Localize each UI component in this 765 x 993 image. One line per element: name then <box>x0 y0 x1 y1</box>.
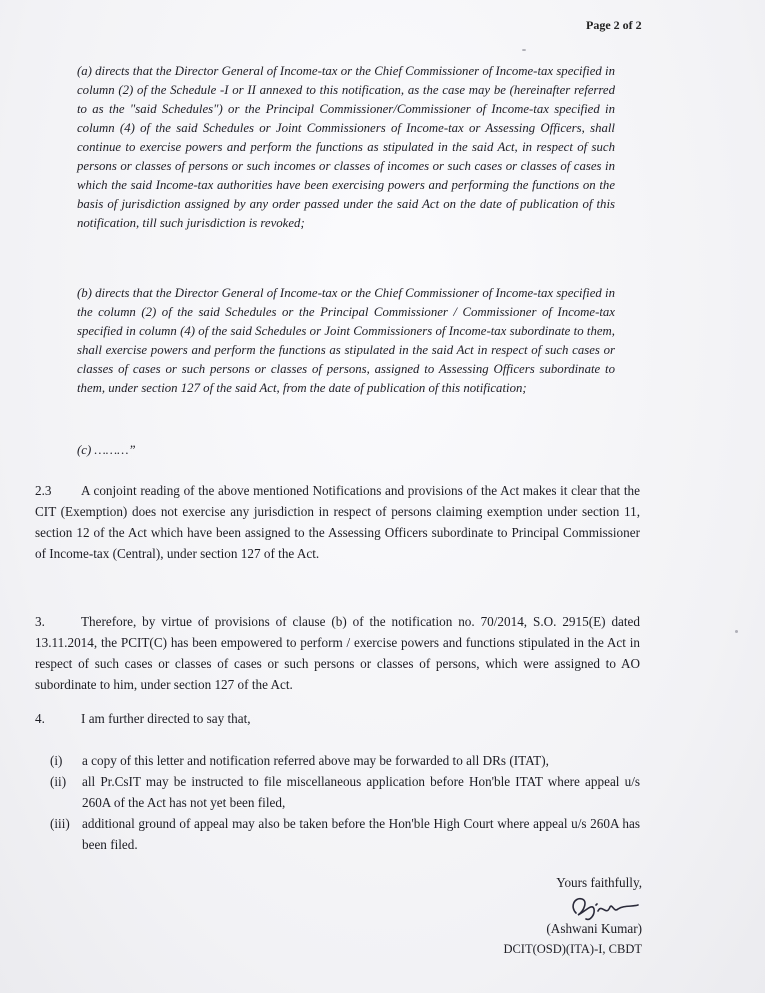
item-numeral: (iii) <box>50 816 70 831</box>
item-numeral: (ii) <box>50 774 67 789</box>
page-number: Page 2 of 2 <box>586 18 642 32</box>
paragraph-number: 2.3 <box>35 483 52 498</box>
paragraph-4 <box>35 708 640 729</box>
direction-item <box>50 813 640 855</box>
paragraph-text: I am further directed to say that, <box>81 711 251 726</box>
paragraph-number: 3. <box>35 614 45 629</box>
direction-item <box>50 771 640 813</box>
paragraph-number: 4. <box>35 711 45 726</box>
direction-item <box>50 750 640 771</box>
directions-list <box>50 750 640 855</box>
item-text: a copy of this letter and notification referred above may be forwarded to all DRs (ITAT), <box>82 753 549 768</box>
signature-block <box>503 873 642 959</box>
closing: Yours faithfully, <box>556 875 642 890</box>
paragraph-2-3 <box>35 480 640 564</box>
signatory-name: (Ashwani Kumar) <box>546 921 642 936</box>
quoted-clause-c: (c) ………” <box>77 443 136 457</box>
item-text: additional ground of appeal may also be taken before the Hon'ble High Court where appeal u/s 260A has been filed. <box>82 816 640 852</box>
item-text: all Pr.CsIT may be instructed to file miscellaneous application before Hon'ble ITAT where appeal u/s 260A of the Act has not yet been filed, <box>82 774 640 810</box>
scan-speck <box>735 630 738 633</box>
paragraph-text: Therefore, by virtue of provisions of clause (b) of the notification no. 70/2014, S.O. 2915(E) dated 13.11.2014, the PCIT(C) has been empowered to perform / exercise powers and functions stipulated in the Act in respect of such cases or classes of cases or such persons or classes of persons, which were assigned to AO subordinate to him, under section 127 of the Act. <box>35 614 640 692</box>
item-numeral: (i) <box>50 753 63 768</box>
paragraph-3 <box>35 611 640 695</box>
signatory-designation: DCIT(OSD)(ITA)-I, CBDT <box>503 942 642 956</box>
quoted-clause-a: (a) directs that the Director General of Income-tax or the Chief Commissioner of Income-tax specified in column (2) of the Schedule -I or II annexed to this notification, as the case may be (hereinafter referred to as the "said Schedules") or the Principal Commissioner/Commissioner of Income-tax specified in column (4) of the said Schedules or Joint Commissioners of Income-tax or Assessing Officers, shall continue to exercise powers and perform the functions as stipulated in the said Act, in respect of such persons or classes of persons or such incomes or classes of incomes or such cases or classes of cases in which the said Income-tax authorities have been exercising powers and performing the functions on the basis of jurisdiction assigned by any order passed under the said Act on the date of publication of this notification, till such jurisdiction is revoked; <box>77 64 615 230</box>
scan-speck <box>522 49 526 51</box>
quoted-clause-b: (b) directs that the Director General of Income-tax or the Chief Commissioner of Income-tax specified in the column (2) of the said Schedules or the Principal Commissioner / Commissioner of Income-tax specified in column (4) of the said Schedules or Joint Commissioners of Income-tax subordinate to them, shall exercise powers and perform the functions as stipulated in the said Act in respect of such cases or classes of cases or such persons or classes of persons, assigned to Assessing Officers subordinate to them, under section 127 of the said Act, from the date of publication of this notification; <box>77 286 615 395</box>
paragraph-text: A conjoint reading of the above mentioned Notifications and provisions of the Act makes it clear that the CIT (Exemption) does not exercise any jurisdiction in respect of persons claiming exemption under section 11, section 12 of the Act which have been assigned to the Assessing Officers subordinate to Principal Commissioner of Income-tax (Central), under section 127 of the Act. <box>35 483 640 561</box>
